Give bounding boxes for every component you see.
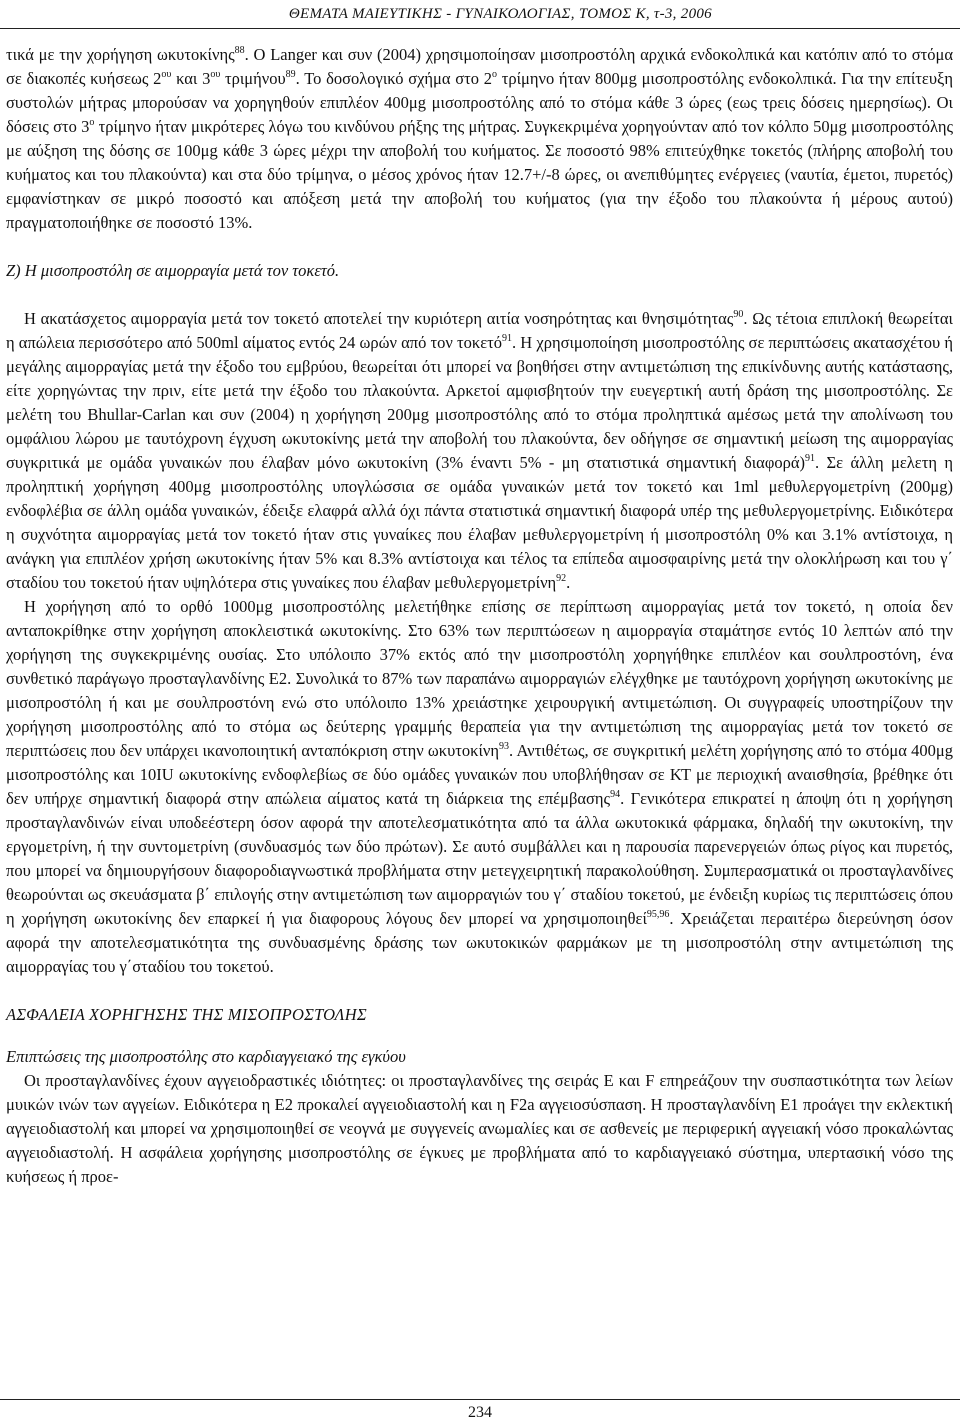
reference-92: 92 bbox=[556, 573, 567, 584]
text-run: . bbox=[566, 573, 571, 592]
section-heading-postpartum-hemorrhage: Ζ) Η μισοπροστόλη σε αιμορραγία μετά τον τοκετό. bbox=[6, 261, 340, 280]
text-run: . Ως τέτοια επιπλοκή θεωρείται η απώλεια περισσότερο από 500ml αίματος εντός 24 ωρών από τον τοκετό bbox=[6, 309, 953, 352]
footer-rule bbox=[0, 1399, 960, 1400]
ordinal-superscript: ο bbox=[89, 117, 95, 128]
ordinal-superscript: ο bbox=[492, 69, 497, 80]
text-run: και 3 bbox=[171, 69, 211, 88]
text-run: τικά με την χορήγηση ωκυτοκίνης bbox=[6, 45, 235, 64]
text-run: . Η χρησιμοποίηση μισοπροστόλης σε περιπτώσεις ακατασχέτου ή μεγάλης αιμορραγίας μετά την έξοδο του εμβρύου, θεωρείται ότι μπορεί να βοηθήσει στην αντιμετώπιση της επικίνδυνης αυτής κατάστασης, είτε χορηγώντας την πριν, είτε μετά την έξοδο του πλακούντα. Αρκετοί αμφισβητούν την ευεγερτική αυτή δράση της μισοπροστόλης. Σε μελέτη του Bhullar-Carlan και συν (2004) η χορήγηση 200μg μισοπροστόλης από το στόμα προληπτικά αμέσως μετά την απολίνωση του ομφάλιου λώρου με ταυτόχρονη έγχυση ωκυτοκίνης μετά την αποβολή του πλακούντα, δεν οδήγησε σε σημαντική μείωση της αιμορραγίας συγκριτικά με ομάδα γυναικών που έλαβαν μόνο ωκυτοκίνη (3% έναντι 5% - μη στατιστικά σημαντική διαφορά) bbox=[6, 333, 953, 472]
ordinal-superscript: ου bbox=[210, 69, 221, 80]
paragraph-rectal-misoprostol bbox=[6, 595, 953, 979]
text-run: . Το δοσολογικό σχήμα στο 2 bbox=[295, 69, 492, 88]
text-run: Η χορήγηση από το ορθό 1000μg μισοπροστόλης μελετήθηκε επίσης σε περίπτωση αιμορραγίας μετά τον τοκετό, η οποία δεν ανταποκρίθηκε στην χορήγηση αποκλειστικά ωκυτοκίνης. Στο 63% των περιπτώσεων η αιμορραγία σταμάτησε εντός 10 λεπτών από την χορήγηση της συγκεκριμένης ουσίας. Στο υπόλοιπο 37% εκτός από την μισοπροστόλη χορηγήθηκε επιπλέον και σουλπροστόνη, ένα συνθετικό παράγωγο προσταγλανδίνης Ε2. Συνολικά το 87% των παραπάνω αιμορραγιών ελέγχθηκε με ταυτόχρονη χορήγηση ωκυτοκίνης με μισοπροστόλη ή και με σουλπροστόνη ενώ στο υπόλοιπο 13% χρειάστηκε χειρουργική αντιμετώπιση. Οι συγγραφείς υποστηρίζουν την χορήγηση μισοπροστόλης από το στόμα ως δεύτερης γραμμής θεραπεία για την αντιμετώπιση της αιμορραγίας μετά τον τοκετό σε περιπτώσεις που δεν υπάρχει ικανοποιητική ανταπόκριση στην ωκυτοκίνη bbox=[6, 597, 953, 760]
text-run: . Αντιθέτως, σε συγκριτική μελέτη χορήγησης από το στόμα 400μg μισοπροστόλης και 10IU ωκυτοκίνης ενδοφλεβίως σε δύο ομάδες γυναικών που υποβλήθησαν σε ΚΤ με περιοχική αναισθησία, βρέθηκε ότι δεν υπήρχε σημαντική διαφορά στην απώλεια αίματος κατά τη διάρκεια της επέμβασης bbox=[6, 741, 953, 808]
paragraph-prostaglandins-vascular: Οι προσταγλανδίνες έχουν αγγειοδραστικές ιδιότητες: οι προσταγλανδίνες της σειράς E και F επηρεάζουν την συσπαστικότητα των λείων μυικών ινών των αγγείων. Ειδικότερα η Ε2 προκαλεί αγγειοδιαστολή και η F2a αγγειοσύσπαση. Η προσταγλανδίνη Ε1 προάγει την εκλεκτική αγγειοδιαστολή και μπορεί να χρησιμοποιηθεί σε νεογνά με συγγενείς ανωμαλίες και σε ασθενείς με περιφερική αγγειακή νόσο προκαλώντας αγγειοδιαστολή. Η ασφάλεια χορήγησης μισοπροστόλης σε έγκυες με προβλήματα από το καρδιαγγειακό σύστημα, υπερτασική νόσο της κυήσεως ή προε- bbox=[6, 1071, 953, 1186]
journal-title: ΘΕΜΑΤΑ ΜΑΙΕΥΤΙΚΗΣ - ΓΥΝΑΙΚΟΛΟΓΙΑΣ, ΤΟΜΟΣ Κ, τ-3, 2006 bbox=[288, 6, 712, 22]
text-run: . Σε άλλη μελετη η προληπτική χορήγηση 400μg μισοπροστόλης υπογλώσσια σε ομάδα γυναικών μετά τον τοκετό και 1ml μεθυλεργομετρίνη (200μg) ενδοφλέβια σε άλλη ομάδα γυναικών, έδειξε ελαφρά αλλά όχι πάντα στατιστικά σημαντική διαφορά υπέρ της μεθυλεργομετρίνης. Ειδικότερα η συχνότητα αιμορραγίας μετά τον τοκετό ήταν στις γυναίκες που έλαβαν μεθυλεργομετρίνη ή μισοπροστόλη 0% και 3.1% αντίστοιχα, η ανάγκη για επιπλέον χρήση ωκυτοκίνης ήταν 5% και 8.3% αντίστοιχα και τέλος τα επίπεδα αιμοσφαιρίνης μετά την ολοκλήρωση και του γ΄ σταδίου του τοκετού ήταν υψηλότερα στις γυναίκες που έλαβαν μεθυλεργομετρίνη bbox=[6, 453, 953, 592]
paragraph-postpartum-hemorrhage bbox=[6, 307, 953, 595]
text-run: Η ακατάσχετος αιμορραγία μετά τον τοκετό αποτελεί την κυριότερη αιτία νοσηρότητας και θνησιμότητας bbox=[24, 309, 734, 328]
reference-90: 90 bbox=[733, 309, 744, 320]
reference-93: 93 bbox=[499, 741, 509, 752]
ordinal-superscript: ου bbox=[161, 69, 172, 80]
running-header bbox=[0, 6, 960, 29]
text-run: τρίμηνο ήταν 800μg μισοπροστόλης ενδοκολπικά. Για την επίτευξη συστολών μήτρας μπορούσαν να χορηγηθούν επιπλέον 400μg μισοπροστόλης από το στόμα κάθε 3 ώρες (εως τρεις δόσεις ημερησίως). Οι δόσεις στο 3 bbox=[6, 69, 953, 136]
subsection-heading-cardiovascular: Επιπτώσεις της μισοπροστόλης στο καρδιαγγειακό της εγκύου bbox=[6, 1047, 406, 1066]
article-body bbox=[6, 43, 953, 1189]
reference-91: 91 bbox=[502, 333, 513, 344]
text-run: τρίμηνο ήταν μικρότερες λόγω του κινδύνου ρήξης της μήτρας. Συγκεκριμένα χορηγούνταν από τον κόλπο 50μg μισοπροστόλης με αύξηση της δόσης σε 100μg κάθε 3 ώρες μέχρι την αποβολή του κυήματος. Σε ποσοστό 98% επιτεύχθηκε τοκετός (πλήρης αποβολή του κυήματος και του πλακούντα) και στα δύο τρίμηνα, ο μέσος χρόνος ήταν 12.7+/-8 ώρες, οι ανεπιθύμητες ενέργειες (ναυτία, έμετοι, πυρετός) εμφανίστηκαν σε μικρό ποσοστό και απόξεση μετά την αποβολή του κυήματος (για την έξοδο του πλακούντα ή μέρους αυτού) πραγματοποιήθηκε σε ποσοστό 13%. bbox=[6, 117, 953, 232]
section-heading-safety: ΑΣΦΑΛΕΙΑ ΧΟΡΗΓΗΣΗΣ ΤΗΣ ΜΙΣΟΠΡΟΣΤΟΛΗΣ bbox=[6, 1005, 367, 1024]
reference-91: 91 bbox=[804, 453, 815, 464]
text-run: . Ο Langer και συν (2004) χρησιμοποίησαν μισοπροστόλη αρχικά ενδοκολπικά και κατόπιν από το στόμα σε διακοπές κυήσεως 2 bbox=[6, 45, 953, 88]
page-number: 234 bbox=[468, 1404, 492, 1421]
reference-89: 89 bbox=[285, 69, 296, 80]
text-run: τριμήνου bbox=[220, 69, 286, 88]
reference-94: 94 bbox=[610, 789, 621, 800]
paragraph-misoprostol-second-third-trimester bbox=[6, 43, 953, 235]
text-run: . Χρειάζεται περαιτέρω διερεύνηση όσον αφορά την αποτελεσματικότητα της συνδυασμένης δράσης των ωκυτοκικών φαρμάκων με τη μισοπροστόλη στην αντιμετώπιση της αιμορραγίας του γ΄σταδίου του τοκετού. bbox=[6, 909, 953, 976]
reference-95-96: 95,96 bbox=[646, 909, 670, 920]
text-run: . Γενικότερα επικρατεί η άποψη ότι η χορήγηση προσταγλανδινών είναι υποδεέστερη όσον αφορά την αποτελεσματικότητα από τα άλλα ωκυτοκικά φάρμακα, δηλαδή την ωκυτοκίνη, την εργομετρίνη, ή την συντομετρίνη (συνδυασμός των δύο πρώτων). Σε αυτό συμβάλλει και η παρουσία παρενεργειών όπως ρίγος και πυρετός, που μπορεί να δημιουργήσουν διαφοροδιαγνωστικά προβλήματα στην μετεγχειρητική παρακολούθηση. Συμπερασματικά οι προσταγλανδίνες θεωρούνται ως σκευάσματα β΄ επιλογής στην αντιμετώπιση των αιμορραγιών του γ΄ σταδίου τοκετού, με ένδειξη κυρίως τις περιπτώσεις όπου η χορήγηση ωκυτοκίνης δεν επαρκεί ή για διαφορους λόγους δεν μπορεί να χρησιμοποιηθεί bbox=[6, 789, 953, 928]
reference-88: 88 bbox=[234, 45, 245, 56]
